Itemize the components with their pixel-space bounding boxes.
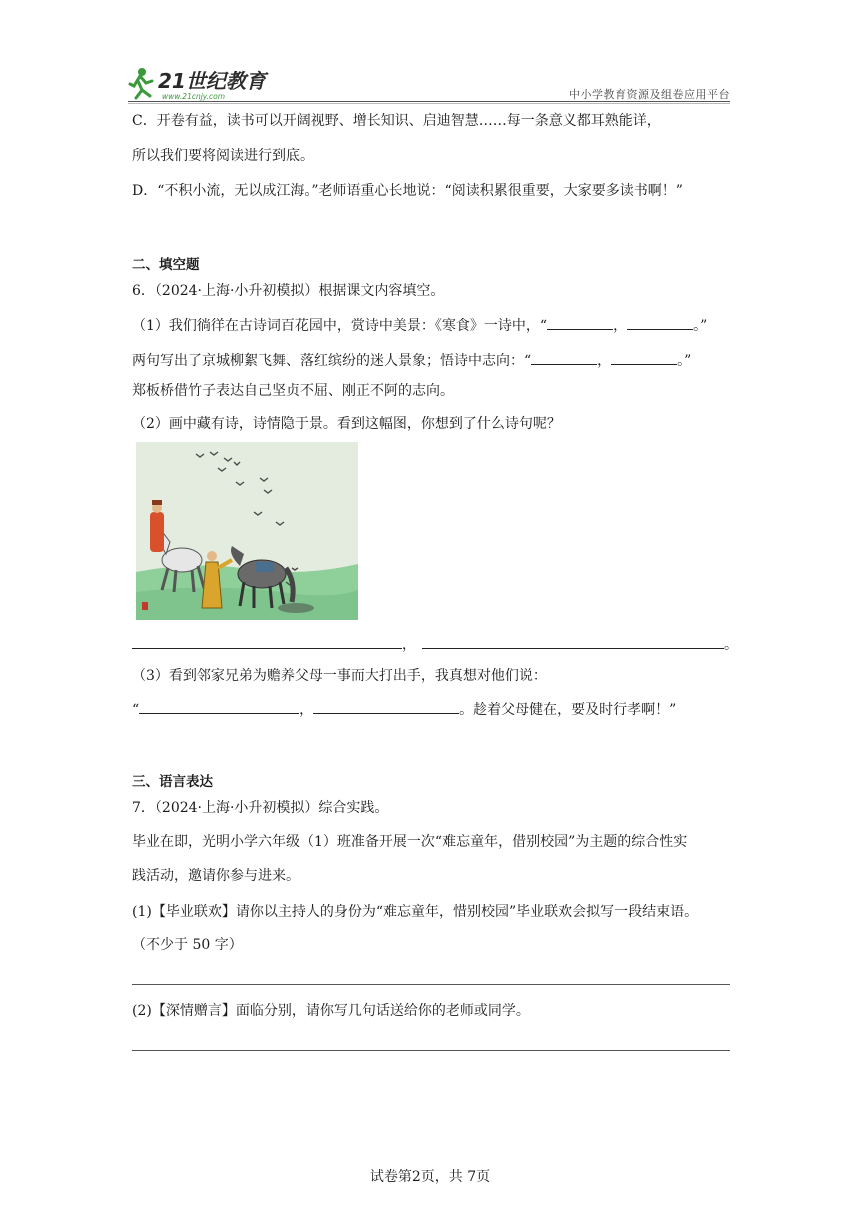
option-c-line1: C．开卷有益，读书可以开阔视野、增长知识、启迪智慧……每一条意义都耳熟能详，: [132, 113, 661, 129]
section-heading-language-expression: 三、语言表达: [132, 774, 213, 790]
q6-part1-text-b: 。”: [693, 318, 708, 334]
q6-part3-answer: [132, 699, 676, 720]
option-d: D．“不积小流，无以成江海。”老师语重心长地说：“阅读积累很重要，大家要多读书啊！”: [132, 183, 683, 199]
q6-part1-text-a: （1）我们徜徉在古诗词百花园中，赏诗中美景：《寒食》一诗中，“: [132, 318, 548, 334]
header-tagline: 中小学教育资源及组卷应用平台: [569, 88, 730, 101]
open-quote: “: [132, 702, 140, 718]
q6-part3-end: 。趁着父母健在，要及时行孝啊！”: [459, 702, 677, 718]
q7-intro-line2: 践活动，邀请你参与进来。: [132, 868, 300, 884]
q7-sub1-line1: (1)【毕业联欢】请你以主持人的身份为“难忘童年，惜别校园”毕业联欢会拟写一段结束语。: [132, 904, 699, 920]
sentence-end: 。: [724, 637, 738, 653]
question-6-title: 6．（2024·上海·小升初模拟）根据课文内容填空。: [132, 283, 445, 299]
brand-logo: [128, 66, 288, 102]
q6-part3: （3）看到邻家兄弟为赡养父母一事而大打出手，我真想对他们说：: [132, 668, 547, 684]
question-7-title: 7．（2024·上海·小升初模拟）综合实践。: [132, 800, 389, 816]
answer-blank[interactable]: [313, 699, 459, 714]
seal-stamp: [142, 602, 148, 610]
answer-blank[interactable]: [531, 350, 597, 365]
header-divider-thin: [128, 103, 730, 104]
q7-intro-line1: 毕业在即，光明小学六年级（1）班准备开展一次“难忘童年，借别校园”为主题的综合性实: [132, 834, 688, 850]
q7-sub1-line2: （不少于 50 字）: [132, 937, 243, 953]
separator: ，: [402, 637, 416, 653]
q6-part2-answer: [132, 634, 738, 655]
page-number: 试卷第2页，共 7页: [369, 1169, 491, 1185]
q6-part1-line3: 郑板桥借竹子表达自己坚贞不屈、刚正不阿的志向。: [132, 383, 454, 399]
poem-painting: [136, 442, 358, 620]
section-heading-fill-blank: 二、填空题: [132, 257, 200, 273]
answer-blank[interactable]: [627, 315, 693, 330]
logo-wordmark: 21世纪教育: [158, 69, 266, 93]
answer-line[interactable]: [132, 984, 730, 985]
q6-part2: （2）画中藏有诗，诗情隐于景。看到这幅图，你想到了什么诗句呢？: [132, 416, 561, 432]
header-divider: [128, 101, 730, 102]
separator: ，: [299, 702, 314, 718]
option-c-line2: 所以我们要将阅读进行到底。: [132, 148, 314, 164]
q6-part1-line2-text-a: 两句写出了京城柳絮飞舞、落红缤纷的迷人景象；悟诗中志向：“: [132, 353, 532, 369]
answer-blank[interactable]: [139, 699, 299, 714]
answer-blank[interactable]: [422, 634, 724, 649]
separator: ，: [597, 353, 612, 369]
logo-url: www.21cnjy.com: [162, 92, 226, 101]
q6-part1-line1: [132, 315, 707, 336]
answer-blank[interactable]: [611, 350, 677, 365]
separator: ，: [613, 318, 628, 334]
q7-sub2: (2)【深情赠言】面临分别，请你写几句话送给你的老师或同学。: [132, 1003, 530, 1019]
q6-part1-line2: [132, 350, 691, 371]
answer-blank[interactable]: [132, 634, 402, 649]
answer-line[interactable]: [132, 1050, 730, 1051]
q6-part1-line2-text-b: 。”: [677, 353, 692, 369]
answer-blank[interactable]: [547, 315, 613, 330]
